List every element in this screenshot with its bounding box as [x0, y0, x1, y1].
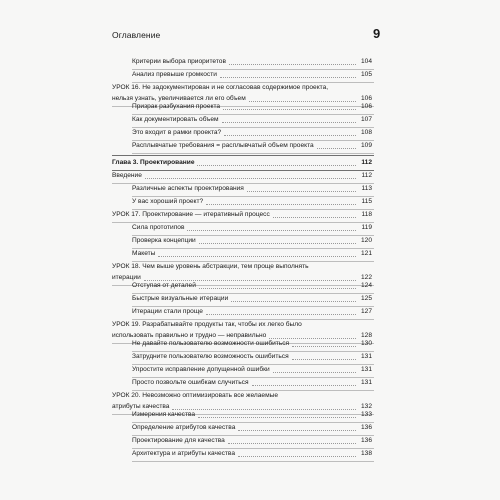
toc-page-number: 112 [361, 159, 372, 166]
toc-entry-text: использовать правильно и трудно — неправильно [112, 331, 267, 339]
toc-entry-text: Определение атрибутов качества [132, 424, 236, 431]
toc-entry-text: нельзя узнать, увеличивается ли его объем [112, 94, 246, 102]
toc-entry-text: итерации [112, 273, 141, 281]
toc-entry[interactable] [132, 365, 372, 375]
toc-entry-text: Сила прототипов [132, 224, 185, 231]
toc-leader-dots [247, 191, 356, 192]
toc-page-number: 106 [360, 94, 372, 102]
toc-page-number: 108 [360, 129, 372, 136]
toc-leader-dots [238, 456, 356, 457]
toc-leader-dots [187, 230, 356, 231]
toc-entry[interactable] [132, 57, 372, 67]
toc-leader-dots [222, 122, 356, 123]
toc-leader-dots [273, 217, 356, 218]
toc-page-number: 130 [360, 340, 372, 347]
toc-entry[interactable] [132, 423, 372, 433]
toc-page-number: 125 [360, 295, 372, 302]
toc-entry[interactable] [112, 210, 372, 220]
toc-entry[interactable] [132, 141, 372, 151]
toc-entry-text: УРОК 20. Невозможно оптимизировать все желаемые [112, 392, 279, 399]
toc-entry[interactable] [132, 307, 372, 317]
toc-entry[interactable] [132, 184, 372, 194]
toc-leader-dots [231, 301, 356, 302]
toc-leader-dots [292, 359, 356, 360]
toc-page-number: 118 [361, 211, 372, 218]
toc-entry-text: атрибуты качества [112, 402, 170, 410]
toc-entry-text: УРОК 18. Чем выше уровень абстракции, тем проще выполнять [112, 263, 309, 270]
toc-entry-text: Архитектура и атрибуты качества [132, 450, 236, 457]
toc-entry[interactable] [132, 197, 372, 207]
toc-leader-dots [206, 204, 356, 205]
toc-entry[interactable] [132, 128, 372, 138]
toc-page-number: 119 [361, 224, 372, 231]
toc-leader-dots [273, 372, 356, 373]
toc-leader-dots [158, 256, 356, 257]
toc-leader-dots [224, 135, 356, 136]
toc-leader-dots [252, 385, 356, 386]
toc-entry-text: Не давайте пользователю возможности ошибиться [132, 340, 290, 347]
toc-entry-text: УРОК 17. Проектирование — итеративный процесс [112, 211, 270, 218]
toc-entry-text: Отступая от деталей [132, 282, 196, 289]
toc-entry-text: Различные аспекты проектирования [132, 185, 244, 192]
toc-leader-dots [198, 417, 356, 418]
toc-entry-text: Макеты [132, 250, 156, 257]
toc-entry-text: Расплывчатые требования = расплывчатый объем проекта [132, 142, 314, 149]
toc-leader-dots [292, 346, 356, 347]
toc-leader-dots [238, 430, 356, 431]
toc-entry-text: Итерации стали проще [132, 308, 203, 315]
toc-leader-dots [199, 243, 356, 244]
toc-entry[interactable] [132, 102, 372, 112]
toc-entry[interactable] [132, 410, 372, 420]
toc-entry[interactable] [132, 436, 372, 446]
toc-page-number: 131 [360, 379, 372, 386]
toc-entry-text: Затрудните пользователю возможность ошибиться [132, 353, 289, 360]
toc-page-number: 104 [360, 58, 372, 65]
toc-page-number: 122 [360, 273, 372, 281]
toc-entry[interactable] [112, 171, 372, 181]
toc-leader-dots [199, 288, 356, 289]
toc-entry-text: Введение [112, 172, 142, 179]
toc-entry-text: Упростите исправление допущенной ошибки [132, 366, 270, 373]
toc-entry-text: Критерии выбора приоритетов [132, 58, 226, 65]
toc-page-number: 127 [360, 308, 372, 315]
toc-leader-dots [229, 64, 356, 65]
toc-page-number: 131 [360, 366, 372, 373]
toc-entry-text: Анализ превыше громкости [132, 71, 217, 78]
toc-page-number: 115 [361, 198, 372, 205]
toc-page-number: 106 [360, 103, 372, 110]
toc-leader-dots [197, 165, 356, 166]
toc-leader-dots [206, 314, 356, 315]
toc-entry-text: Проверка концепции [132, 237, 196, 244]
toc-page-number: 121 [360, 250, 372, 257]
toc-page-number: 128 [360, 331, 372, 339]
toc-page-number: 120 [360, 237, 372, 244]
toc-entry[interactable] [132, 294, 372, 304]
running-header-title: Оглавление [112, 30, 161, 40]
toc-entry[interactable] [132, 223, 372, 233]
toc-entry[interactable] [132, 378, 372, 388]
toc-entry-text: УРОК 16. Не задокументирован и не согласовав содержимое проекта, [112, 84, 329, 91]
toc-entry-text: Глава 3. Проектирование [112, 159, 195, 166]
toc-entry[interactable] [132, 70, 372, 80]
toc-page-number: 109 [360, 142, 372, 149]
toc-page-number: 131 [360, 353, 372, 360]
toc-leader-dots [223, 109, 356, 110]
toc-entry-text: Как документировать объем [132, 116, 219, 123]
toc-chapter-entry[interactable] [112, 158, 372, 168]
toc-page-number: 133 [360, 411, 372, 418]
toc-entry[interactable] [132, 449, 372, 459]
toc-entry[interactable] [132, 236, 372, 246]
toc-page-number: 107 [360, 116, 372, 123]
toc-entry-text: Призрак разбухания проекта [132, 103, 221, 110]
toc-leader-dots [145, 178, 356, 179]
toc-entry[interactable] [132, 352, 372, 362]
toc-leader-dots [220, 77, 356, 78]
toc-page-number: 138 [360, 450, 372, 457]
toc-page-number: 112 [361, 172, 372, 179]
toc-page-number: 113 [361, 185, 372, 192]
toc-entry-text: У вас хороший проект? [132, 198, 204, 205]
toc-divider [132, 461, 374, 462]
toc-entry-text: Просто позвольте ошибкам случиться [132, 379, 249, 386]
toc-page-number: 105 [360, 71, 372, 78]
toc-entry[interactable] [132, 249, 372, 259]
toc-leader-dots [228, 443, 356, 444]
toc-entry-text: Быстрые визуальные итерации [132, 295, 229, 302]
toc-entry[interactable] [132, 115, 372, 125]
toc-page-number: 124 [360, 282, 372, 289]
page-number: 9 [373, 26, 381, 41]
toc-entry-text: Проектирование для качества [132, 437, 225, 444]
toc-page-number: 132 [360, 402, 372, 410]
toc-entry-text: Это входит в рамки проекта? [132, 129, 222, 136]
chapter-divider [112, 155, 374, 156]
toc-entry[interactable] [132, 339, 372, 349]
toc-entry-text: УРОК 19. Разрабатывайте продукты так, чтобы их легко было [112, 321, 302, 328]
toc-page-number: 136 [360, 424, 372, 431]
toc-page-number: 136 [360, 437, 372, 444]
toc-entry[interactable] [132, 281, 372, 291]
toc-entry-text: Измерения качества [132, 411, 196, 418]
